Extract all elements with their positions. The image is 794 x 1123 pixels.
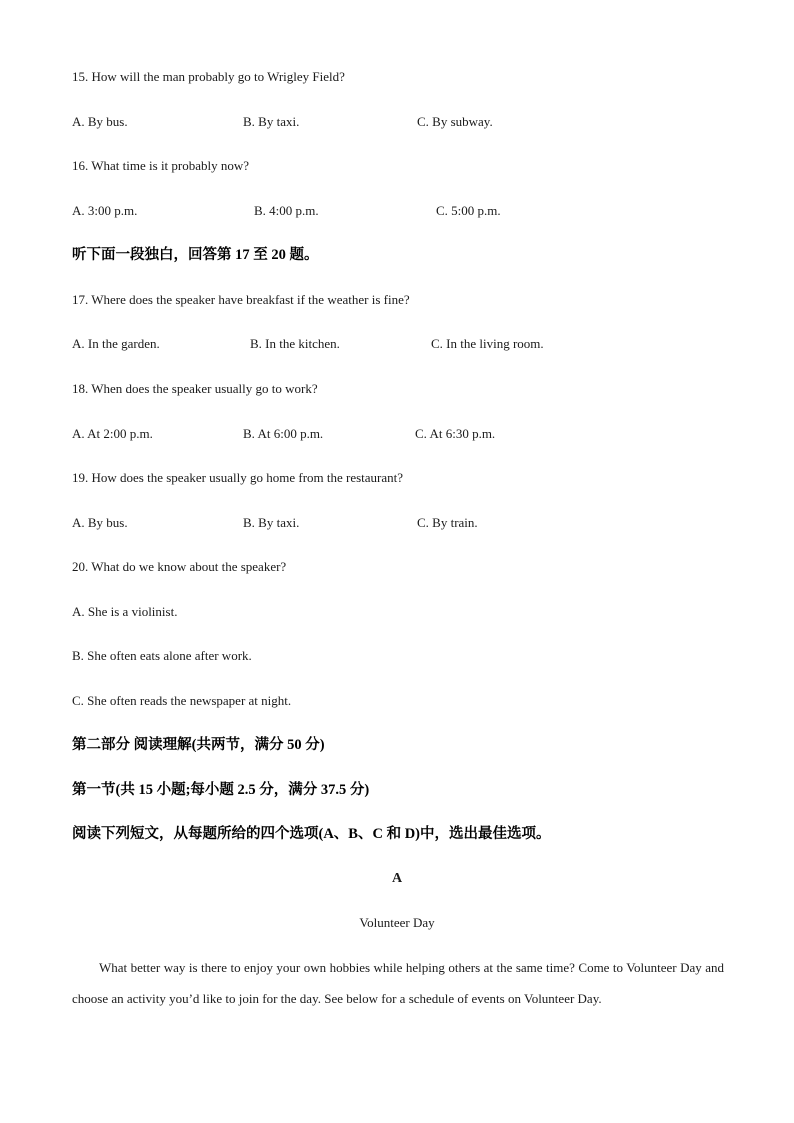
passage-paragraph: What better way is there to enjoy your own hobbies while helping others at the same time? Come to Volunteer Day and choose an activity you’d like to join for the day. See below for a schedule of events on Volunteer Day. (72, 960, 724, 1006)
monologue-instruction: 听下面一段独白，回答第 17 至 20 题。 (72, 247, 319, 263)
question-17-option-a: A. In the garden. (72, 336, 160, 351)
question-17-option-c: C. In the living room. (431, 336, 544, 351)
question-19-stem: 19. How does the speaker usually go home from the restaurant? (72, 470, 404, 485)
question-17-option-b: B. In the kitchen. (250, 336, 340, 351)
passage-title: Volunteer Day (359, 915, 435, 930)
question-19-option-c: C. By train. (417, 515, 478, 530)
part-two-heading: 第二部分 阅读理解(共两节，满分 50 分) (72, 737, 325, 753)
question-20-option-a: A. She is a violinist. (72, 604, 178, 619)
question-15-option-c: C. By subway. (417, 114, 493, 129)
section-one-heading: 第一节(共 15 小题;每小题 2.5 分，满分 37.5 分) (72, 782, 370, 798)
question-15-stem: 15. How will the man probably go to Wrigley Field? (72, 69, 345, 84)
question-19-option-b: B. By taxi. (243, 515, 300, 530)
question-16-option-b: B. 4:00 p.m. (254, 203, 319, 218)
question-18-option-b: B. At 6:00 p.m. (243, 426, 324, 441)
question-16-option-c: C. 5:00 p.m. (436, 203, 501, 218)
question-19-option-a: A. By bus. (72, 515, 128, 530)
reading-directions: 阅读下列短文，从每题所给的四个选项(A、B、C 和 D)中，选出最佳选项。 (72, 826, 551, 842)
question-17-stem: 17. Where does the speaker have breakfast if the weather is fine? (72, 292, 410, 307)
question-18-option-c: C. At 6:30 p.m. (415, 426, 496, 441)
question-20-option-b: B. She often eats alone after work. (72, 648, 252, 663)
question-18-option-a: A. At 2:00 p.m. (72, 426, 153, 441)
question-18-stem: 18. When does the speaker usually go to work? (72, 381, 318, 396)
question-16-option-a: A. 3:00 p.m. (72, 203, 138, 218)
question-15-option-a: A. By bus. (72, 114, 128, 129)
passage-label: A (391, 871, 403, 886)
question-15-option-b: B. By taxi. (243, 114, 300, 129)
question-16-stem: 16. What time is it probably now? (72, 158, 250, 173)
question-20-stem: 20. What do we know about the speaker? (72, 559, 287, 574)
question-20-option-c: C. She often reads the newspaper at night. (72, 693, 292, 708)
